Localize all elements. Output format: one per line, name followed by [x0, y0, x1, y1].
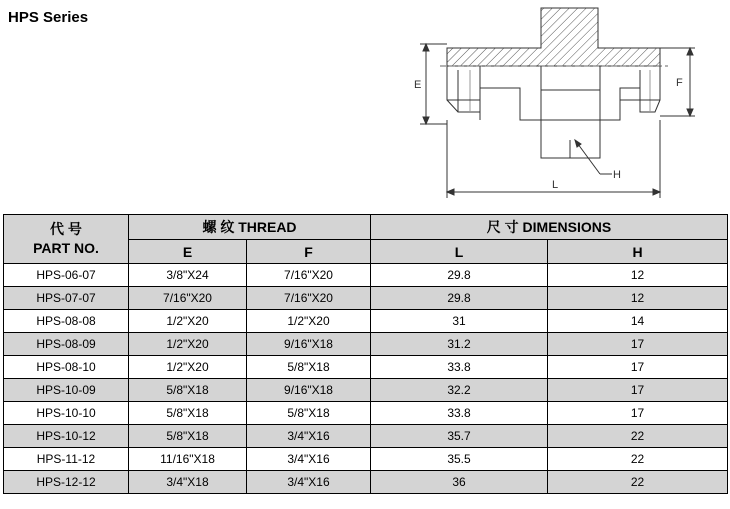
thread-f-cell: 9/16"X18 [247, 333, 371, 356]
dimension-h-cell: 12 [548, 264, 728, 287]
table-row [4, 310, 728, 333]
dimension-l-cell: 31.2 [371, 333, 548, 356]
dimension-label-f: F [676, 77, 683, 89]
thread-e-cell: 5/8"X18 [129, 379, 247, 402]
part-number-cell: HPS-08-10 [4, 356, 129, 379]
dimension-label-h: H [613, 169, 621, 181]
dimension-h-cell: 22 [548, 425, 728, 448]
page-title: HPS Series [8, 9, 89, 26]
part-number-cell: HPS-07-07 [4, 287, 129, 310]
thread-f-cell: 7/16"X20 [247, 287, 371, 310]
thread-e-cell: 1/2"X20 [129, 310, 247, 333]
table-row [4, 402, 728, 425]
table-row [4, 356, 728, 379]
column-header-e: E [129, 240, 247, 264]
table-row [4, 264, 728, 287]
thread-f-cell: 1/2"X20 [247, 310, 371, 333]
thread-f-cell: 3/4"X16 [247, 471, 371, 494]
table-row [4, 333, 728, 356]
dimension-l-cell: 31 [371, 310, 548, 333]
table-row [4, 448, 728, 471]
dimension-label-l: L [552, 179, 559, 191]
thread-f-cell: 3/4"X16 [247, 425, 371, 448]
dimension-l-cell: 35.5 [371, 448, 548, 471]
part-number-cell: HPS-10-12 [4, 425, 129, 448]
part-number-cell: HPS-11-12 [4, 448, 129, 471]
part-number-cell: HPS-12-12 [4, 471, 129, 494]
table-row [4, 471, 728, 494]
thread-f-cell: 3/4"X16 [247, 448, 371, 471]
thread-e-cell: 3/4"X18 [129, 471, 247, 494]
dimension-l-cell: 32.2 [371, 379, 548, 402]
thread-f-cell: 9/16"X18 [247, 379, 371, 402]
thread-e-cell: 5/8"X18 [129, 402, 247, 425]
part-number-cell: HPS-06-07 [4, 264, 129, 287]
part-number-cell: HPS-10-10 [4, 402, 129, 425]
dimension-h-cell: 22 [548, 448, 728, 471]
part-number-header-en: PART NO. [33, 240, 99, 256]
fitting-drawing [0, 0, 730, 214]
dimensions-header: 尺 寸 DIMENSIONS [371, 215, 728, 240]
dimension-h-cell: 12 [548, 287, 728, 310]
dimension-l-cell: 33.8 [371, 402, 548, 425]
thread-e-cell: 1/2"X20 [129, 333, 247, 356]
dimension-h-cell: 17 [548, 356, 728, 379]
thread-header: 螺 纹 THREAD [129, 215, 371, 240]
part-number-cell: HPS-08-08 [4, 310, 129, 333]
thread-e-cell: 3/8"X24 [129, 264, 247, 287]
dimension-label-e: E [414, 79, 422, 91]
table-row [4, 425, 728, 448]
dimension-l-cell: 33.8 [371, 356, 548, 379]
thread-f-cell: 7/16"X20 [247, 264, 371, 287]
table-row [4, 379, 728, 402]
dimension-h-cell: 14 [548, 310, 728, 333]
thread-f-cell: 5/8"X18 [247, 402, 371, 425]
dimension-l-cell: 29.8 [371, 287, 548, 310]
column-header-l: L [371, 240, 548, 264]
dimension-h-cell: 22 [548, 471, 728, 494]
table-row [4, 287, 728, 310]
dimension-h-cell: 17 [548, 379, 728, 402]
thread-e-cell: 11/16"X18 [129, 448, 247, 471]
part-number-header [4, 215, 129, 264]
spec-table [3, 214, 728, 494]
part-number-cell: HPS-08-09 [4, 333, 129, 356]
part-number-header-cn: 代 号 [50, 221, 82, 237]
dimension-l-cell: 29.8 [371, 264, 548, 287]
thread-e-cell: 5/8"X18 [129, 425, 247, 448]
dimension-l-cell: 35.7 [371, 425, 548, 448]
thread-e-cell: 1/2"X20 [129, 356, 247, 379]
dimension-l-cell: 36 [371, 471, 548, 494]
part-number-cell: HPS-10-09 [4, 379, 129, 402]
dimension-h-cell: 17 [548, 402, 728, 425]
dimension-h-cell: 17 [548, 333, 728, 356]
column-header-h: H [548, 240, 728, 264]
thread-e-cell: 7/16"X20 [129, 287, 247, 310]
column-header-f: F [247, 240, 371, 264]
thread-f-cell: 5/8"X18 [247, 356, 371, 379]
